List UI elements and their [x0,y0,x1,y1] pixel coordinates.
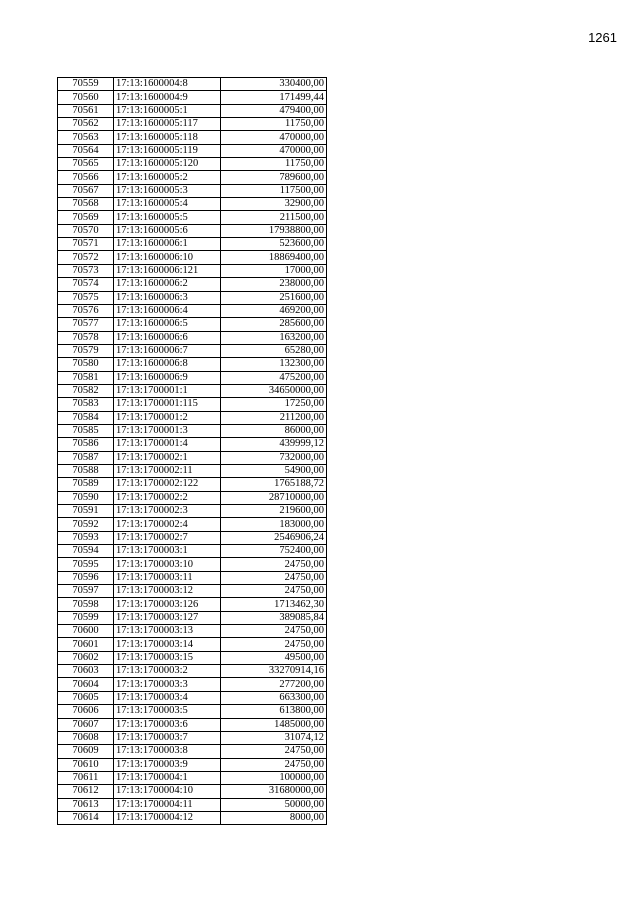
value-cell: 24750,00 [221,758,327,771]
row-number-cell: 70603 [58,665,114,678]
cadastral-number-cell: 17:13:1600005:5 [114,211,221,224]
cadastral-number-cell: 17:13:1600006:8 [114,358,221,371]
cadastral-number-cell: 17:13:1700001:4 [114,438,221,451]
cadastral-number-cell: 17:13:1700003:7 [114,731,221,744]
row-number-cell: 70582 [58,384,114,397]
value-cell: 117500,00 [221,184,327,197]
table-row [58,745,327,758]
value-cell: 18869400,00 [221,251,327,264]
table-row [58,158,327,171]
value-cell: 50000,00 [221,798,327,811]
value-cell: 251600,00 [221,291,327,304]
cadastral-number-cell: 17:13:1700003:12 [114,585,221,598]
row-number-cell: 70561 [58,104,114,117]
value-cell: 211200,00 [221,411,327,424]
value-cell: 469200,00 [221,304,327,317]
value-cell: 470000,00 [221,144,327,157]
value-cell: 238000,00 [221,278,327,291]
row-number-cell: 70605 [58,691,114,704]
table-row [58,104,327,117]
cadastral-number-cell: 17:13:1700002:4 [114,518,221,531]
table-row [58,665,327,678]
value-cell: 11750,00 [221,118,327,131]
cadastral-number-cell: 17:13:1700001:115 [114,398,221,411]
table-row [58,331,327,344]
value-cell: 523600,00 [221,238,327,251]
row-number-cell: 70592 [58,518,114,531]
row-number-cell: 70599 [58,611,114,624]
value-cell: 24750,00 [221,571,327,584]
table-row [58,224,327,237]
value-cell: 49500,00 [221,651,327,664]
row-number-cell: 70581 [58,371,114,384]
row-number-cell: 70560 [58,91,114,104]
cadastral-number-cell: 17:13:1600006:9 [114,371,221,384]
value-cell: 752400,00 [221,545,327,558]
table-body [58,78,327,825]
cadastral-number-cell: 17:13:1600006:2 [114,278,221,291]
table-row [58,264,327,277]
table-row [58,478,327,491]
value-cell: 389085,84 [221,611,327,624]
row-number-cell: 70597 [58,585,114,598]
table-row [58,411,327,424]
table-row [58,798,327,811]
table-row [58,598,327,611]
table-row [58,384,327,397]
value-cell: 789600,00 [221,171,327,184]
table-row [58,91,327,104]
value-cell: 8000,00 [221,811,327,824]
row-number-cell: 70591 [58,505,114,518]
table-row [58,131,327,144]
row-number-cell: 70585 [58,424,114,437]
row-number-cell: 70590 [58,491,114,504]
row-number-cell: 70586 [58,438,114,451]
row-number-cell: 70587 [58,451,114,464]
value-cell: 31680000,00 [221,785,327,798]
table-row [58,371,327,384]
cadastral-number-cell: 17:13:1600005:3 [114,184,221,197]
value-cell: 470000,00 [221,131,327,144]
value-cell: 330400,00 [221,78,327,91]
cadastral-number-cell: 17:13:1600005:6 [114,224,221,237]
cadastral-number-cell: 17:13:1700003:127 [114,611,221,624]
row-number-cell: 70602 [58,651,114,664]
table-row [58,144,327,157]
row-number-cell: 70569 [58,211,114,224]
row-number-cell: 70566 [58,171,114,184]
table-row [58,731,327,744]
row-number-cell: 70573 [58,264,114,277]
value-cell: 28710000,00 [221,491,327,504]
cadastral-number-cell: 17:13:1600005:117 [114,118,221,131]
cadastral-number-cell: 17:13:1600006:121 [114,264,221,277]
table-row [58,398,327,411]
table-row [58,171,327,184]
cadastral-number-cell: 17:13:1700003:6 [114,718,221,731]
cadastral-number-cell: 17:13:1600005:120 [114,158,221,171]
value-cell: 17250,00 [221,398,327,411]
value-cell: 183000,00 [221,518,327,531]
value-cell: 31074,12 [221,731,327,744]
cadastral-number-cell: 17:13:1600005:118 [114,131,221,144]
cadastral-number-cell: 17:13:1600006:7 [114,344,221,357]
cadastral-number-cell: 17:13:1700003:5 [114,705,221,718]
cadastral-number-cell: 17:13:1600005:119 [114,144,221,157]
cadastral-number-cell: 17:13:1700002:7 [114,531,221,544]
row-number-cell: 70611 [58,771,114,784]
value-cell: 285600,00 [221,318,327,331]
cadastral-number-cell: 17:13:1700003:14 [114,638,221,651]
cadastral-number-cell: 17:13:1600004:8 [114,78,221,91]
cadastral-number-cell: 17:13:1700004:10 [114,785,221,798]
cadastral-number-cell: 17:13:1700003:9 [114,758,221,771]
cadastral-number-cell: 17:13:1700002:3 [114,505,221,518]
table-row [58,678,327,691]
row-number-cell: 70613 [58,798,114,811]
cadastral-number-cell: 17:13:1700003:126 [114,598,221,611]
cadastral-number-cell: 17:13:1700003:10 [114,558,221,571]
row-number-cell: 70574 [58,278,114,291]
table-row [58,505,327,518]
cadastral-number-cell: 17:13:1700004:11 [114,798,221,811]
page-number: 1261 [588,30,617,45]
value-cell: 54900,00 [221,464,327,477]
row-number-cell: 70595 [58,558,114,571]
row-number-cell: 70571 [58,238,114,251]
value-cell: 211500,00 [221,211,327,224]
row-number-cell: 70612 [58,785,114,798]
cadastral-number-cell: 17:13:1600005:4 [114,198,221,211]
value-cell: 479400,00 [221,104,327,117]
row-number-cell: 70583 [58,398,114,411]
row-number-cell: 70604 [58,678,114,691]
value-cell: 439999,12 [221,438,327,451]
table-row [58,491,327,504]
cadastral-number-cell: 17:13:1700003:13 [114,625,221,638]
value-cell: 732000,00 [221,451,327,464]
value-cell: 132300,00 [221,358,327,371]
cadastral-number-cell: 17:13:1600006:5 [114,318,221,331]
row-number-cell: 70568 [58,198,114,211]
row-number-cell: 70564 [58,144,114,157]
row-number-cell: 70594 [58,545,114,558]
cadastral-number-cell: 17:13:1600006:10 [114,251,221,264]
table-row [58,705,327,718]
row-number-cell: 70588 [58,464,114,477]
cadastral-number-cell: 17:13:1700003:2 [114,665,221,678]
table-row [58,184,327,197]
value-cell: 24750,00 [221,625,327,638]
table-row [58,545,327,558]
cadastral-number-cell: 17:13:1700001:3 [114,424,221,437]
row-number-cell: 70578 [58,331,114,344]
table-row [58,318,327,331]
table-row [58,358,327,371]
value-cell: 32900,00 [221,198,327,211]
table-row [58,78,327,91]
row-number-cell: 70575 [58,291,114,304]
table-row [58,424,327,437]
table-row [58,438,327,451]
value-cell: 24750,00 [221,558,327,571]
row-number-cell: 70608 [58,731,114,744]
table-row [58,278,327,291]
value-cell: 2546906,24 [221,531,327,544]
table-row [58,198,327,211]
cadastral-number-cell: 17:13:1700003:3 [114,678,221,691]
row-number-cell: 70614 [58,811,114,824]
value-cell: 219600,00 [221,505,327,518]
value-cell: 86000,00 [221,424,327,437]
table-row [58,811,327,824]
value-cell: 475200,00 [221,371,327,384]
table-row [58,531,327,544]
table-row [58,451,327,464]
table-row [58,718,327,731]
cadastral-number-cell: 17:13:1700004:12 [114,811,221,824]
value-cell: 24750,00 [221,638,327,651]
row-number-cell: 70572 [58,251,114,264]
value-cell: 171499,44 [221,91,327,104]
cadastral-number-cell: 17:13:1700001:1 [114,384,221,397]
cadastral-number-cell: 17:13:1700003:11 [114,571,221,584]
cadastral-number-cell: 17:13:1600006:6 [114,331,221,344]
row-number-cell: 70610 [58,758,114,771]
row-number-cell: 70577 [58,318,114,331]
value-cell: 17000,00 [221,264,327,277]
row-number-cell: 70601 [58,638,114,651]
cadastral-number-cell: 17:13:1600005:1 [114,104,221,117]
cadastral-number-cell: 17:13:1700002:2 [114,491,221,504]
value-cell: 24750,00 [221,585,327,598]
cadastral-number-cell: 17:13:1700002:122 [114,478,221,491]
cadastral-number-cell: 17:13:1700002:1 [114,451,221,464]
table-row [58,625,327,638]
value-cell: 17938800,00 [221,224,327,237]
table-row [58,464,327,477]
value-cell: 163200,00 [221,331,327,344]
row-number-cell: 70579 [58,344,114,357]
row-number-cell: 70567 [58,184,114,197]
value-cell: 663300,00 [221,691,327,704]
cadastral-number-cell: 17:13:1700003:1 [114,545,221,558]
row-number-cell: 70584 [58,411,114,424]
table-row [58,651,327,664]
row-number-cell: 70596 [58,571,114,584]
table-row [58,691,327,704]
row-number-cell: 70563 [58,131,114,144]
table-row [58,344,327,357]
value-cell: 1713462,30 [221,598,327,611]
table-row [58,558,327,571]
cadastral-number-cell: 17:13:1700003:4 [114,691,221,704]
row-number-cell: 70593 [58,531,114,544]
table-row [58,238,327,251]
value-cell: 100000,00 [221,771,327,784]
value-cell: 34650000,00 [221,384,327,397]
cadastral-number-cell: 17:13:1700004:1 [114,771,221,784]
cadastral-number-cell: 17:13:1700003:15 [114,651,221,664]
cadastral-number-cell: 17:13:1700001:2 [114,411,221,424]
table-row [58,585,327,598]
row-number-cell: 70562 [58,118,114,131]
table-row [58,638,327,651]
cadastral-number-cell: 17:13:1600006:1 [114,238,221,251]
table-row [58,785,327,798]
table-row [58,771,327,784]
table-row [58,211,327,224]
cadastral-number-cell: 17:13:1700002:11 [114,464,221,477]
value-cell: 65280,00 [221,344,327,357]
table-row [58,611,327,624]
row-number-cell: 70580 [58,358,114,371]
row-number-cell: 70570 [58,224,114,237]
cadastral-number-cell: 17:13:1600006:3 [114,291,221,304]
cadastral-number-cell: 17:13:1600005:2 [114,171,221,184]
row-number-cell: 70598 [58,598,114,611]
cadastral-number-cell: 17:13:1600004:9 [114,91,221,104]
value-cell: 11750,00 [221,158,327,171]
row-number-cell: 70576 [58,304,114,317]
table-row [58,291,327,304]
value-cell: 277200,00 [221,678,327,691]
table-row [58,118,327,131]
value-cell: 1765188,72 [221,478,327,491]
row-number-cell: 70607 [58,718,114,731]
table-row [58,571,327,584]
row-number-cell: 70600 [58,625,114,638]
row-number-cell: 70565 [58,158,114,171]
row-number-cell: 70609 [58,745,114,758]
value-cell: 24750,00 [221,745,327,758]
data-table [57,77,327,825]
value-cell: 33270914,16 [221,665,327,678]
value-cell: 1485000,00 [221,718,327,731]
cadastral-number-cell: 17:13:1600006:4 [114,304,221,317]
table-row [58,304,327,317]
row-number-cell: 70606 [58,705,114,718]
table-row [58,758,327,771]
cadastral-number-cell: 17:13:1700003:8 [114,745,221,758]
value-cell: 613800,00 [221,705,327,718]
table-row [58,518,327,531]
row-number-cell: 70589 [58,478,114,491]
row-number-cell: 70559 [58,78,114,91]
table-row [58,251,327,264]
